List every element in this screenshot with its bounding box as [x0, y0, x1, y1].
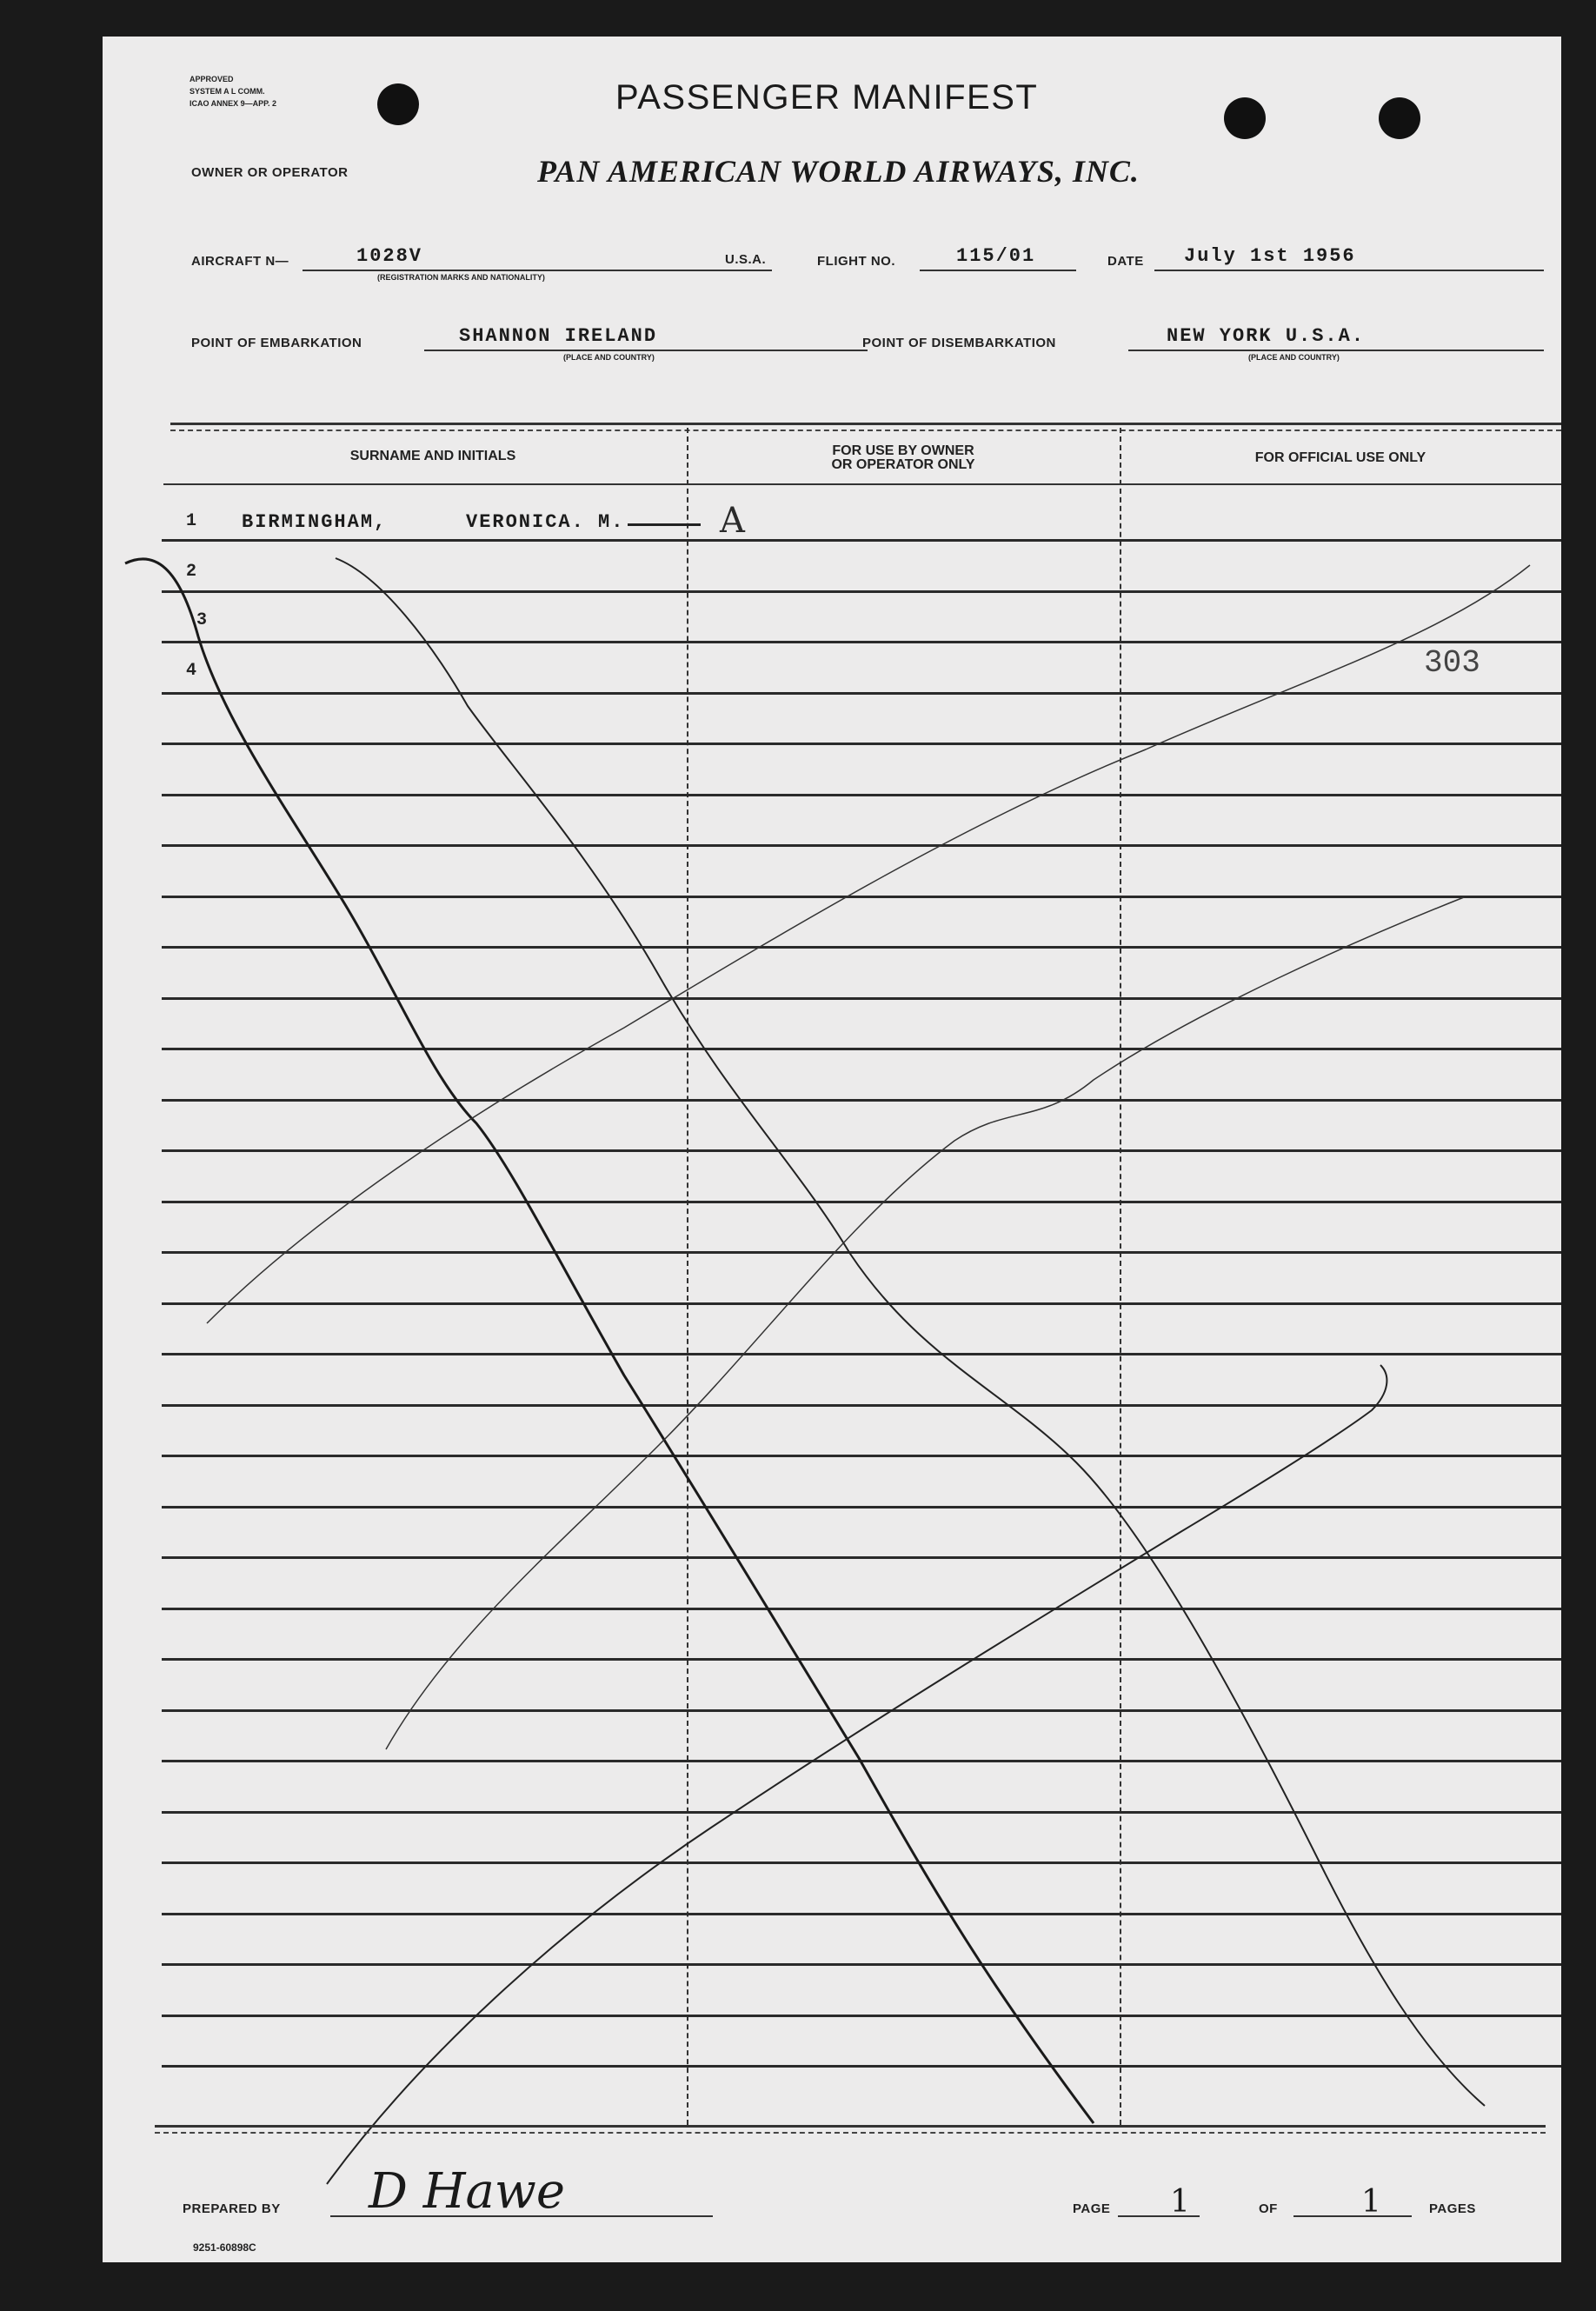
usa-label: U.S.A. [725, 252, 767, 267]
page-label: PAGE [1073, 2201, 1111, 2216]
embark-value: SHANNON IRELAND [459, 325, 658, 347]
official-number: 303 [1424, 645, 1480, 681]
table-bottom-rule [155, 2125, 1546, 2128]
entry-surname: BIRMINGHAM, [242, 511, 388, 533]
entry-mark: A [720, 501, 745, 541]
embark-label: POINT OF EMBARKATION [191, 336, 362, 350]
embark-place-note: (PLACE AND COUNTRY) [563, 353, 655, 362]
pages-label: PAGES [1429, 2201, 1476, 2216]
disembark-value: NEW YORK U.S.A. [1167, 325, 1366, 347]
registration-note: (REGISTRATION MARKS AND NATIONALITY) [377, 273, 545, 282]
company-name: PAN AMERICAN WORLD AIRWAYS, INC. [537, 154, 1140, 189]
owner-label: OWNER OR OPERATOR [191, 165, 349, 180]
flight-value: 115/01 [956, 245, 1036, 267]
date-label: DATE [1107, 254, 1144, 269]
aircraft-label: AIRCRAFT N— [191, 254, 289, 269]
approval-line-1: APPROVED [190, 75, 234, 83]
signature: D Hawe [369, 2163, 565, 2220]
row-number-4: 4 [186, 661, 197, 681]
cross-out-strokes [103, 37, 1561, 2262]
of-value: 1 [1361, 2184, 1381, 2220]
entry-given-name: VERONICA. M. [466, 511, 625, 533]
row-number-1: 1 [186, 511, 197, 531]
disembark-place-note: (PLACE AND COUNTRY) [1248, 353, 1340, 362]
prepared-by-label: PREPARED BY [183, 2201, 281, 2216]
flight-label: FLIGHT NO. [817, 254, 895, 269]
column-header-surname: SURNAME AND INITIALS [349, 449, 516, 463]
column-header-owner-line1: FOR USE BY OWNER [832, 443, 974, 458]
column-header-official: FOR OFFICIAL USE ONLY [1254, 450, 1426, 465]
row-number-2: 2 [186, 562, 197, 582]
row-number-3: 3 [196, 610, 208, 630]
approval-line-3: ICAO ANNEX 9—APP. 2 [190, 99, 277, 108]
date-value: July 1st 1956 [1184, 245, 1356, 267]
disembark-label: POINT OF DISEMBARKATION [862, 336, 1056, 350]
page-value: 1 [1170, 2184, 1190, 2220]
approval-line-2: SYSTEM A L COMM. [190, 87, 265, 96]
table-bottom-rule-2 [155, 2132, 1546, 2134]
of-label: OF [1259, 2201, 1278, 2216]
aircraft-value: 1028V [356, 245, 423, 267]
form-code: 9251-60898C [193, 2241, 256, 2254]
column-header-owner-line2: OR OPERATOR ONLY [831, 457, 975, 472]
page-title: PASSENGER MANIFEST [615, 78, 1039, 117]
of-underline [1293, 2215, 1412, 2217]
manifest-sheet [103, 37, 1561, 2262]
